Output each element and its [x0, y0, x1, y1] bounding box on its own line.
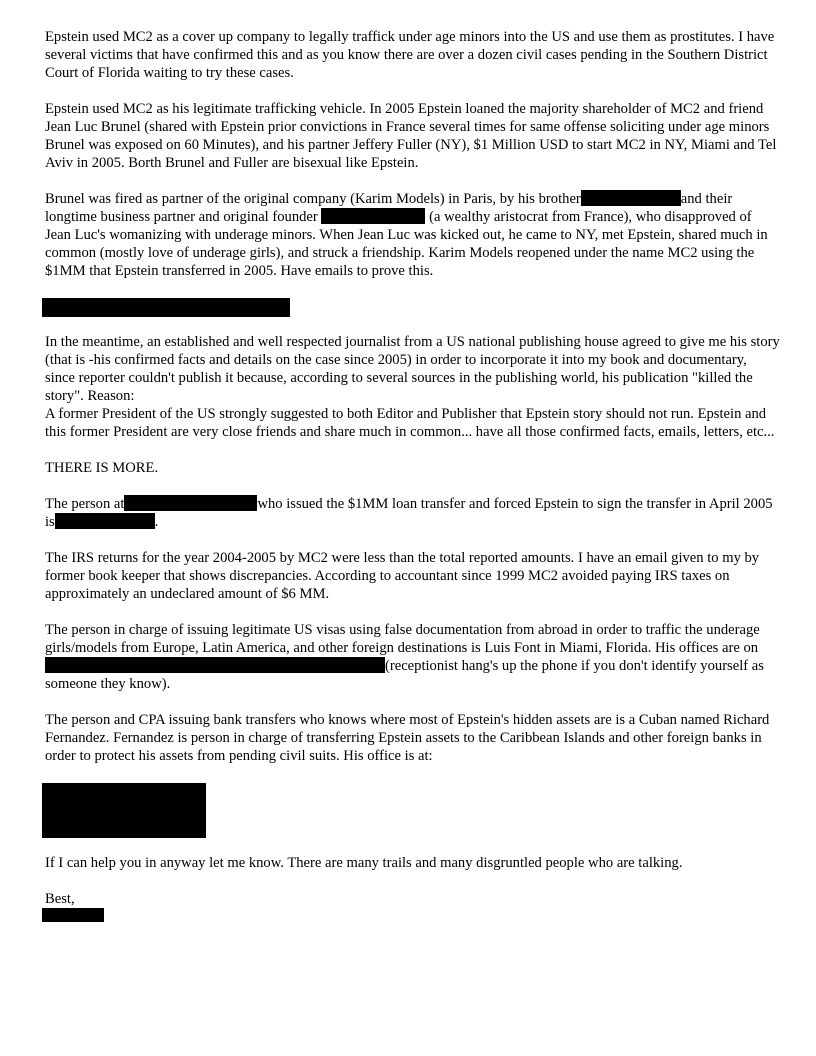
- loan-text-3: .: [154, 514, 159, 530]
- paragraph-irs: The IRS returns for the year 2004-2005 by MC2 were less than the total reported amounts. I have an email given to my by former book keeper that shows discrepancies. According to accountant since 1999 MC2 avoided paying IRS taxes on approximately an undeclared amount of $6 MM.: [45, 550, 760, 602]
- paragraph-there-is-more: THERE IS MORE.: [45, 460, 159, 476]
- paragraph-loan-transfer: [45, 495, 780, 531]
- visas-text-1: The person in charge of issuing legitimate US visas using false documentation from abroad in order to traffic the underage girls/models from Europe, Latin America, and other foreign destinations is Luis Font in Miami, Florida. His offices are on: [45, 622, 760, 656]
- document-body: [45, 28, 780, 922]
- redaction-bar: [124, 495, 257, 511]
- loan-text-2: who issued the $1MM loan transfer and forced Epstein to sign the transfer in April 2005 is: [45, 496, 773, 530]
- paragraph-former-president: A former President of the US strongly suggested to both Editor and Publisher that Epstein story should not run. Epstein and this former President are very close friends and share much in common... have all those confirmed facts, emails, letters, etc...: [45, 406, 775, 440]
- paragraph-mc2-cover: Epstein used MC2 as a cover up company to legally traffick under age minors into the US and use them as prostitutes. I have several victims that have confirmed this and as you know there are over a dozen civil cases pending in the Southern District Court of Florida waiting to try these cases.: [45, 29, 775, 81]
- brunel-text-1: Brunel was fired as partner of the original company (Karim Models) in Paris, by his brother: [45, 191, 581, 207]
- redaction-bar: [321, 208, 425, 224]
- paragraph-visas: [45, 621, 780, 693]
- redaction-bar: [581, 190, 681, 206]
- redaction-block-heading: [42, 298, 290, 317]
- paragraph-mc2-vehicle: Epstein used MC2 as his legitimate trafficking vehicle. In 2005 Epstein loaned the majority shareholder of MC2 and friend Jean Luc Brunel (shared with Epstein prior convictions in France several times for same offense soliciting under age minors Brunel was exposed on 60 Minutes), and his partner Jeffery Fuller (NY), $1 Million USD to start MC2 in NY, Miami and Tel Aviv in 2005. Borth Brunel and Fuller are bisexual like Epstein.: [45, 101, 777, 171]
- paragraph-cpa: The person and CPA issuing bank transfers who knows where most of Epstein's hidden assets are is a Cuban named Richard Fernandez. Fernandez is person in charge of transferring Epstein assets to the Caribbean Islands and other foreign banks in order to protect his assets from pending civil suits. His office is at:: [45, 712, 770, 764]
- closing-line: Best,: [45, 891, 75, 907]
- visas-text-2: (receptionist hang's up the phone if you don't identify yourself as someone they know).: [45, 658, 764, 692]
- loan-text-1: The person at: [45, 496, 125, 512]
- paragraph-brunel: [45, 190, 780, 280]
- redaction-bar: [55, 513, 155, 529]
- redaction-block-address: [42, 783, 206, 838]
- brunel-text-3: (a wealthy aristocrat from France), who disapproved of Jean Luc's womanizing with underage minors. When Jean Luc was kicked out, he came to NY, met Epstein, shared much in common (mostly love of underage girls), and struck a friendship. Karim Models reopened under the name MC2 using the $1MM that Epstein transferred in 2005. Have emails to prove this.: [45, 209, 768, 279]
- paragraph-offer-help: If I can help you in anyway let me know. There are many trails and many disgruntled people who are talking.: [45, 855, 683, 871]
- redaction-bar: [45, 657, 385, 673]
- redaction-block-signature: [42, 908, 104, 922]
- paragraph-journalist: In the meantime, an established and well respected journalist from a US national publishing house agreed to give me his story (that is -his confirmed facts and details on the case since 2005) in order to incorporate it into my book and documentary, since reporter couldn't publish it because, according to several sources in the publishing world, his publication "killed the story". Reason:: [45, 334, 780, 404]
- brunel-text-2: and their longtime business partner and original founder: [45, 191, 733, 225]
